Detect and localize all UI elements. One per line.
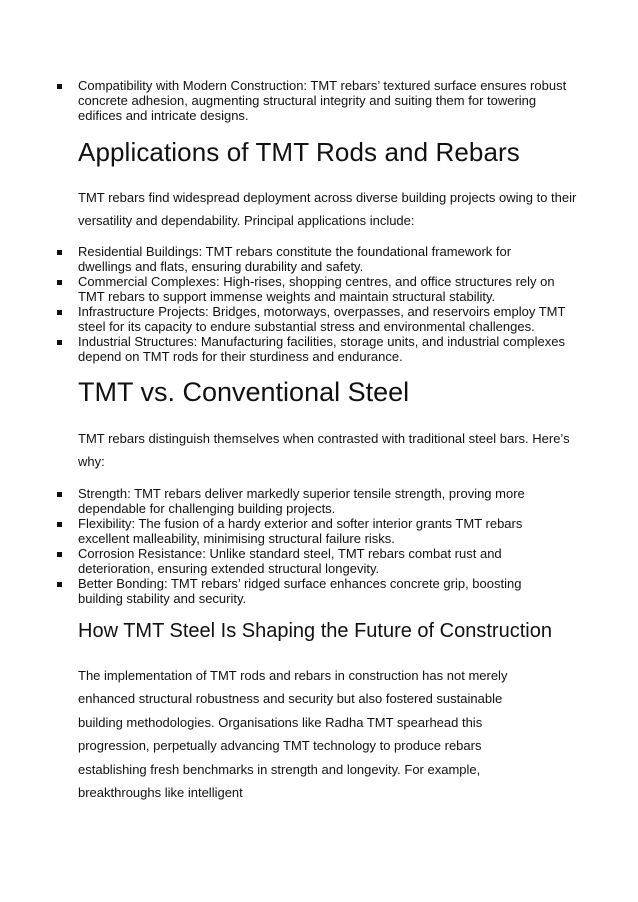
bullet-icon — [57, 340, 62, 345]
paragraph-comparison-intro: TMT rebars distinguish themselves when contrasted with traditional steel bars. Here’s why: — [78, 431, 570, 469]
list-item-text: Industrial Structures: Manufacturing facilities, storage units, and industrial complexes depend on TMT rods for their sturdiness and endurance. — [78, 334, 566, 364]
list-item — [0, 576, 638, 606]
bullet-icon — [57, 250, 62, 255]
list-item-text: Commercial Complexes: High-rises, shopping centres, and office structures rely on TMT rebars to support immense weights and maintain structural stability. — [78, 274, 555, 304]
bullet-list-advantages — [0, 78, 638, 123]
list-item — [0, 486, 638, 516]
list-item — [0, 274, 638, 304]
bullet-list-comparison — [0, 486, 638, 606]
list-item-text: Strength: TMT rebars deliver markedly superior tensile strength, proving more dependable for challenging building projects. — [78, 486, 525, 516]
bullet-icon — [57, 310, 62, 315]
list-item — [0, 304, 638, 334]
list-item-text: Flexibility: The fusion of a hardy exterior and softer interior grants TMT rebars excellent malleability, minimising structural failure risks. — [78, 516, 523, 546]
list-item-text: Corrosion Resistance: Unlike standard steel, TMT rebars combat rust and deterioration, ensuring extended structural longevity. — [78, 546, 502, 576]
bullet-icon — [57, 280, 62, 285]
bullet-icon — [57, 492, 62, 497]
bullet-icon — [57, 84, 62, 89]
bullet-icon — [57, 522, 62, 527]
list-item — [0, 334, 638, 364]
bullet-list-applications — [0, 244, 638, 364]
list-item-text: Residential Buildings: TMT rebars constitute the foundational framework for dwellings and flats, ensuring durability and safety. — [78, 244, 512, 274]
list-item — [0, 244, 638, 274]
bullet-icon — [57, 552, 62, 557]
list-item-text: Compatibility with Modern Construction: TMT rebars’ textured surface ensures robust concrete adhesion, augmenting structural integrity and suiting them for towering edifices and intricate designs. — [78, 78, 567, 123]
paragraph-future: The implementation of TMT rods and rebars in construction has not merely enhanced structural robustness and security but also fostered sustainable building methodologies. Organisations like Radha TMT spearhead this progression, perpetually advancing TMT technology to produce rebars establishing fresh benchmarks in strength and longevity. For example, breakthroughs like intelligent — [78, 668, 508, 801]
list-item — [0, 546, 638, 576]
list-item — [0, 516, 638, 546]
list-item — [0, 78, 638, 123]
list-item-text: Better Bonding: TMT rebars’ ridged surface enhances concrete grip, boosting building stability and security. — [78, 576, 522, 606]
heading-tmt-vs-conventional: TMT vs. Conventional Steel — [78, 377, 410, 407]
list-item-text: Infrastructure Projects: Bridges, motorways, overpasses, and reservoirs employ TMT steel for its capacity to endure substantial stress and environmental challenges. — [78, 304, 566, 334]
bullet-icon — [57, 582, 62, 587]
heading-future-of-construction: How TMT Steel Is Shaping the Future of Construction — [78, 620, 552, 642]
paragraph-applications-intro: TMT rebars find widespread deployment across diverse building projects owing to their versatility and dependability. Principal applications include: — [78, 190, 577, 228]
heading-applications: Applications of TMT Rods and Rebars — [78, 137, 520, 167]
